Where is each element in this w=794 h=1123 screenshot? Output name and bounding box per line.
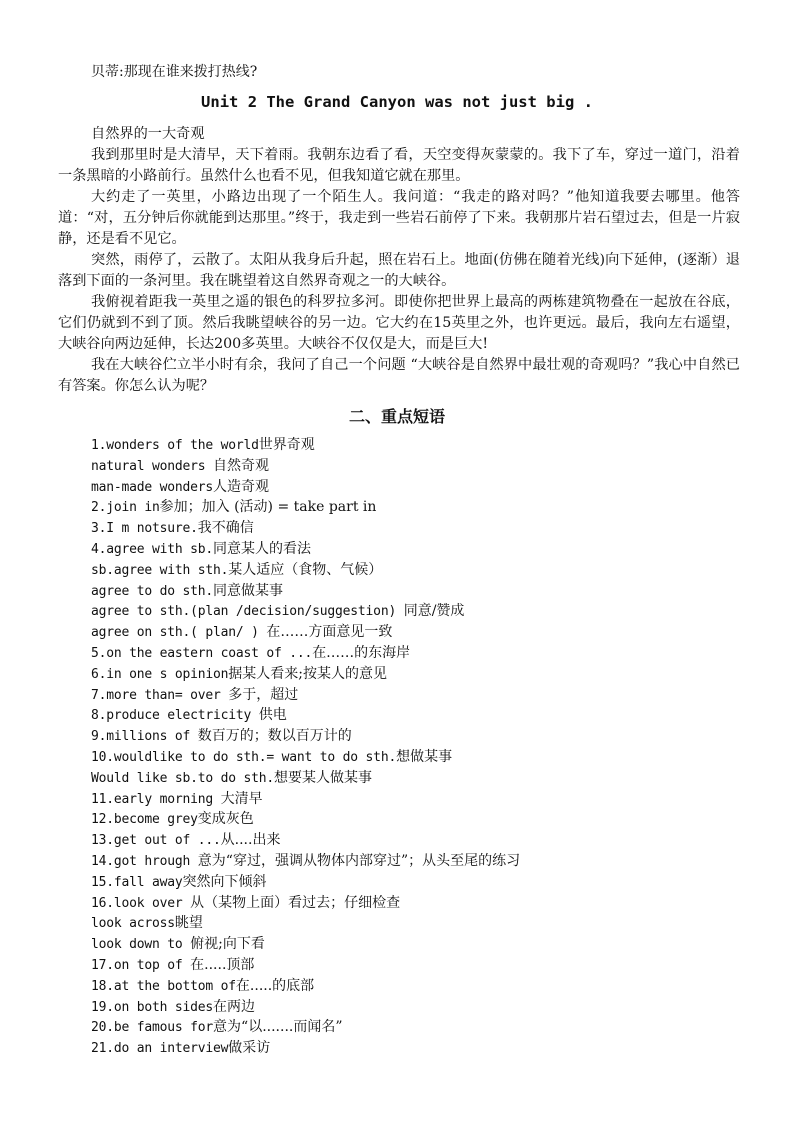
phrase-item (91, 581, 771, 602)
phrase-english: 3.I m notsure. (91, 521, 198, 537)
phrase-english: 1.wonders of the world (91, 438, 259, 453)
phrase-item (91, 601, 771, 622)
phrase-english: 16.look over (91, 895, 191, 911)
passage-heading: 自然界的一大奇观 (91, 126, 205, 142)
phrase-english: look down to (91, 937, 191, 953)
phrase-chinese: 世界奇观 (258, 437, 315, 453)
phrase-english: 7.more than= over (91, 687, 229, 703)
phrase-item (91, 456, 771, 477)
phrase-english: natural wonders (91, 458, 214, 474)
phrase-chinese: 多于，超过 (228, 686, 299, 703)
phrase-chinese: 俯视;向下看 (190, 936, 265, 953)
phrase-english: 17.on top of (91, 957, 191, 973)
phrase-item (91, 955, 771, 976)
phrase-english: 14.got hrough (91, 853, 198, 869)
phrase-chinese: 意为“穿过，强调从物体内部穿过”；从头至尾的练习 (197, 852, 521, 869)
phrase-item (91, 705, 771, 726)
phrase-item (91, 622, 771, 643)
phrase-english: look across (91, 916, 175, 932)
phrase-chinese: 同意做某事 (213, 582, 284, 599)
phrase-english: 6.in one s opinion (91, 666, 229, 682)
phrase-item (91, 789, 771, 810)
phrase-item (91, 747, 771, 768)
phrase-english: 8.produce electricity (91, 708, 259, 724)
phrase-english: 11.early morning (91, 791, 221, 807)
passage-paragraph: 大约走了一英里，小路边出现了一个陌生人。我问道：“我走的路对吗？”他知道我要去哪里。他答道：“对，五分钟后你就能到达那里。”终于，我走到一些岩石前停了下来。我朝那片岩石望过去，但是一片寂静，还是看不见它。 (58, 189, 740, 247)
unit-title: Unit 2 The Grand Canyon was not just big . (201, 93, 593, 111)
phrase-chinese: 想要某人做某事 (274, 769, 373, 786)
phrase-english: sb.agree with sth. (91, 562, 229, 578)
phrase-item (91, 872, 771, 893)
phrase-chinese: 同意/赞成 (403, 603, 465, 620)
phrase-item (91, 913, 771, 934)
phrase-english: 5.on the eastern coast of ... (91, 645, 313, 661)
phrase-english: 4.agree with sb. (91, 541, 214, 557)
phrase-item (91, 1038, 771, 1059)
phrase-chinese: 想做某事 (396, 748, 453, 765)
phrase-chinese: 突然向下倾斜 (182, 873, 267, 890)
passage-paragraph: 我俯视着距我一英里之遥的银色的科罗拉多河。即使你把世界上最高的两栋建筑物叠在一起放在谷底，它们仍就到不到了顶。然后我眺望峡谷的另一边。它大约在15英里之外，也许更远。最后，我向左右遥望，大峡谷向两边延伸，长达200多英里。大峡谷不仅仅是大，而是巨大! (58, 294, 740, 352)
phrase-english: 15.fall away (91, 874, 183, 890)
passage-paragraph: 我到那里时是大清早，天下着雨。我朝东边看了看，天空变得灰蒙蒙的。我下了车，穿过一道门，沿着一条黑暗的小路前行。虽然什么也看不见，但我知道它就在那里。 (58, 147, 740, 184)
phrase-english: agree to do sth. (91, 583, 214, 599)
phrase-item (91, 664, 771, 685)
phrase-item (91, 830, 771, 851)
phrase-chinese: 在两边 (213, 998, 256, 1015)
phrase-chinese: 自然奇观 (213, 457, 270, 474)
phrase-chinese: 从....出来 (220, 832, 281, 849)
phrase-chinese: 某人适应（食物、气候） (228, 561, 383, 578)
phrase-item (91, 560, 771, 581)
phrase-chinese: 变成灰色 (197, 811, 254, 828)
intro-line: 贝蒂:那现在谁来拨打热线? (91, 64, 258, 80)
phrase-chinese: 在.....顶部 (190, 956, 255, 973)
phrase-chinese: 眺望 (174, 915, 203, 932)
phrase-item (91, 518, 771, 539)
passage-paragraph: 我在大峡谷伫立半小时有余，我问了自己一个问题 “大峡谷是自然界中最壮观的奇观吗？”我心中自然已有答案。你怎么认为呢？ (58, 357, 740, 394)
phrase-chinese: 做采访 (228, 1040, 271, 1057)
phrase-chinese: 在……的东海岸 (312, 644, 411, 661)
phrase-english: agree to sth.(plan /decision/suggestion) (91, 604, 404, 620)
phrase-item (91, 477, 771, 498)
phrase-item (91, 997, 771, 1018)
phrase-chinese: 数百万的；数以百万计的 (197, 728, 352, 745)
passage-paragraph: 突然，雨停了，云散了。太阳从我身后升起，照在岩石上。地面(仿佛在随着光线)向下延伸，(逐渐）退落到下面的一条河里。我在眺望着这自然界奇观之一的大峡谷。 (58, 252, 740, 289)
phrase-chinese: 在.....的底部 (235, 977, 315, 994)
phrase-english: man-made wonders (91, 479, 214, 495)
phrase-item (91, 1017, 771, 1038)
phrase-item (91, 726, 771, 747)
phrase-list (91, 435, 771, 1059)
phrase-item (91, 539, 771, 560)
phrase-chinese: 参加；加入 (活动) = take part in (159, 499, 377, 516)
phrase-english: Would like sb.to do sth. (91, 770, 275, 786)
phrase-chinese: 据某人看来;按某人的意见 (228, 665, 387, 682)
phrase-item (91, 768, 771, 789)
phrase-english: 21.do an interview (91, 1041, 229, 1057)
phrase-item (91, 934, 771, 955)
phrase-english: 19.on both sides (91, 999, 214, 1015)
phrase-english: 18.at the bottom of (91, 978, 236, 994)
phrase-chinese: 人造奇观 (213, 478, 270, 495)
phrase-item (91, 851, 771, 872)
phrase-chinese: 同意某人的看法 (213, 540, 312, 557)
phrase-chinese: 我不确信 (197, 520, 254, 537)
phrase-chinese: 供电 (258, 707, 287, 724)
phrase-english: 2.join in (91, 500, 160, 516)
phrase-chinese: 从（某物上面）看过去；仔细检查 (190, 894, 401, 911)
phrase-chinese: 意为“以.......而闻名” (213, 1019, 343, 1036)
section-title: 二、重点短语 (348, 407, 445, 426)
phrase-item (91, 643, 771, 664)
phrase-english: agree on sth.( plan/ ) (91, 625, 267, 641)
phrase-english: 20.be famous for (91, 1020, 214, 1036)
phrase-item (91, 809, 771, 830)
phrase-chinese: 大清早 (220, 790, 263, 807)
phrase-item (91, 685, 771, 706)
phrase-item (91, 893, 771, 914)
phrase-english: 12.become grey (91, 812, 198, 828)
phrase-item (91, 976, 771, 997)
phrase-chinese: 在……方面意见一致 (266, 624, 393, 641)
phrase-english: 13.get out of ... (91, 833, 221, 849)
passage (58, 124, 740, 397)
phrase-english: 9.millions of (91, 729, 198, 745)
phrase-item (91, 435, 771, 456)
phrase-item (91, 497, 771, 518)
phrase-english: 10.wouldlike to do sth.= want to do sth. (91, 749, 397, 765)
